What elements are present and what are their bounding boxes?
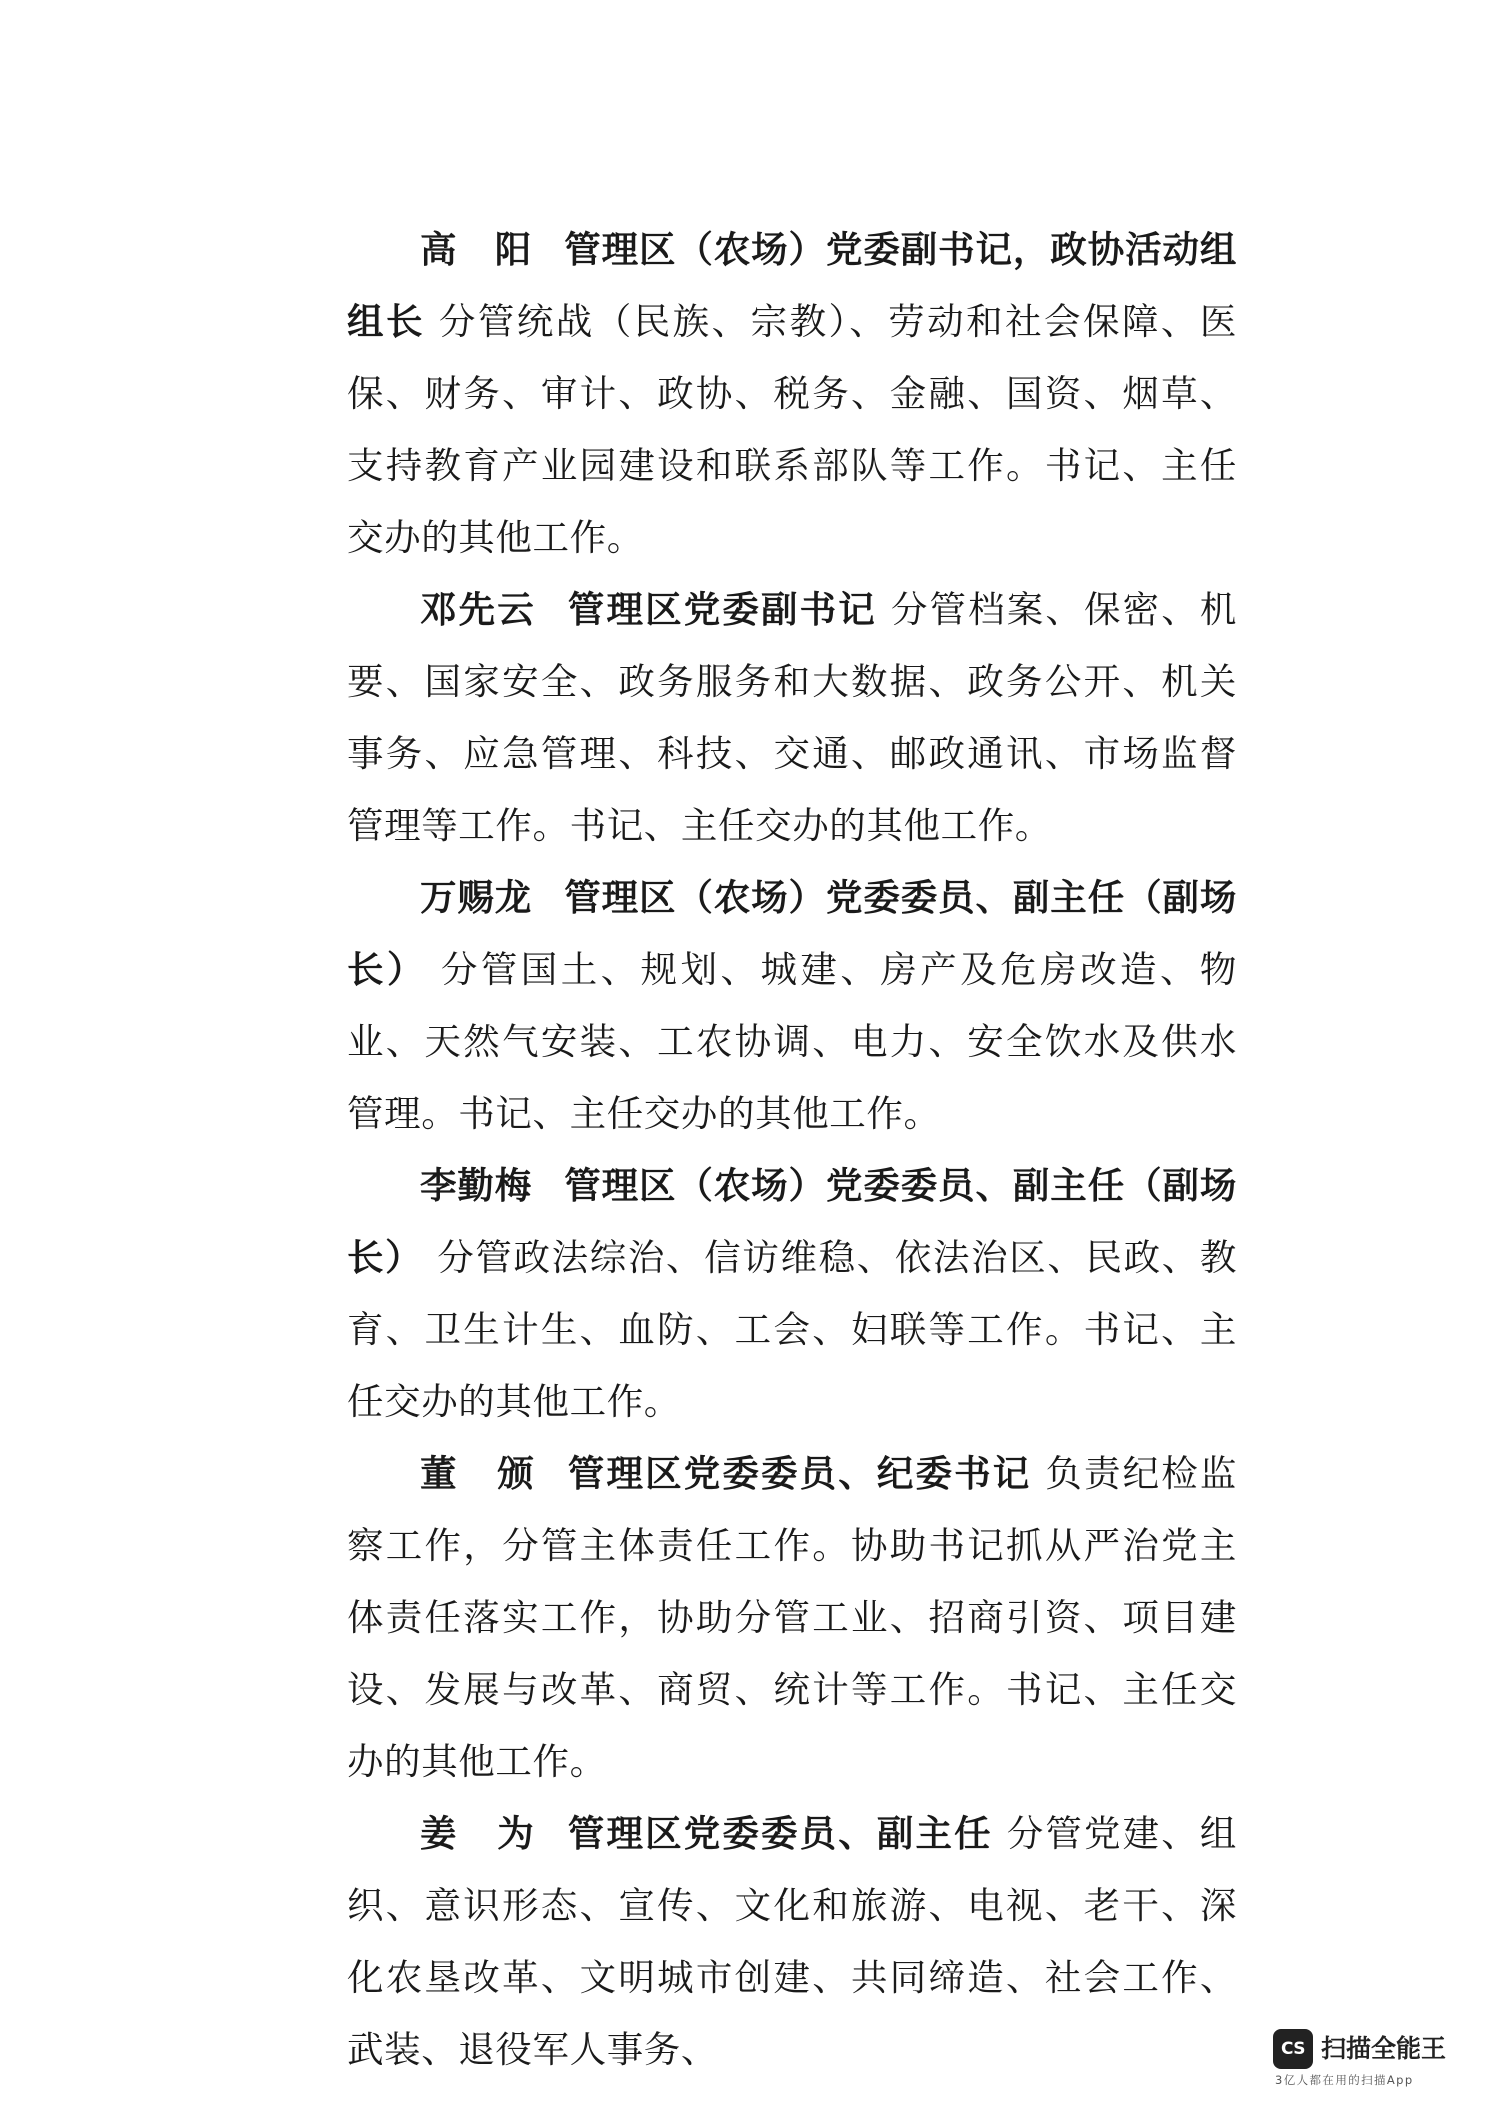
watermark-slogan: 3亿人都在用的扫描App [1275, 2073, 1414, 2087]
entry-title: 管理区党委委员、副主任 [567, 1812, 993, 1855]
entry-name: 李勤梅 [420, 1164, 533, 1207]
entry-dong-ban [347, 1438, 1237, 1798]
entry-duties: 分管党建、组织、意识形态、宣传、文化和旅游、电视、老干、深化农垦改革、文明城市创建、共同缔造、社会工作、武装、退役军人事务、 [347, 1812, 1237, 2071]
watermark-app-name: 扫描全能王 [1321, 2034, 1447, 2063]
duty-list [347, 214, 1237, 2086]
camscanner-logo-icon: CS [1273, 2029, 1313, 2069]
entry-title: 管理区（农场）党委委员、副主任（副场长） [347, 1164, 1237, 1279]
entry-title: 管理区（农场）党委委员、副主任（副场长） [347, 876, 1237, 991]
entry-jiang-wei [347, 1798, 1237, 2086]
entry-title: 管理区（农场）党委副书记，政协活动组组长 [347, 228, 1237, 343]
entry-name: 高 阳 [420, 228, 533, 271]
entry-duties: 分管政法综治、信访维稳、依法治区、民政、教育、卫生计生、血防、工会、妇联等工作。书记、主任交办的其他工作。 [347, 1236, 1237, 1423]
entry-gao-yang [347, 214, 1237, 574]
entry-title: 管理区党委副书记 [567, 588, 877, 631]
entry-name: 邓先云 [420, 588, 536, 631]
entry-name: 董 颁 [420, 1452, 536, 1495]
entry-deng-xianyun [347, 574, 1237, 862]
entry-name: 万赐龙 [420, 876, 533, 919]
entry-title: 管理区党委委员、纪委书记 [567, 1452, 1032, 1495]
scanner-watermark [1273, 2029, 1463, 2087]
entry-duties: 分管国土、规划、城建、房产及危房改造、物业、天然气安装、工农协调、电力、安全饮水及供水管理。书记、主任交办的其他工作。 [347, 948, 1238, 1135]
entry-name: 姜 为 [420, 1812, 536, 1855]
entry-li-qinmei [347, 1150, 1237, 1438]
entry-duties: 负责纪检监察工作，分管主体责任工作。协助书记抓从严治党主体责任落实工作，协助分管工业、招商引资、项目建设、发展与改革、商贸、统计等工作。书记、主任交办的其他工作。 [347, 1452, 1238, 1783]
entry-duties: 分管统战（民族、宗教）、劳动和社会保障、医保、财务、审计、政协、税务、金融、国资、烟草、支持教育产业园建设和联系部队等工作。书记、主任交办的其他工作。 [347, 300, 1237, 559]
entry-duties: 分管档案、保密、机要、国家安全、政务服务和大数据、政务公开、机关事务、应急管理、科技、交通、邮政通讯、市场监督管理等工作。书记、主任交办的其他工作。 [347, 588, 1237, 847]
entry-wan-cilong [347, 862, 1237, 1150]
